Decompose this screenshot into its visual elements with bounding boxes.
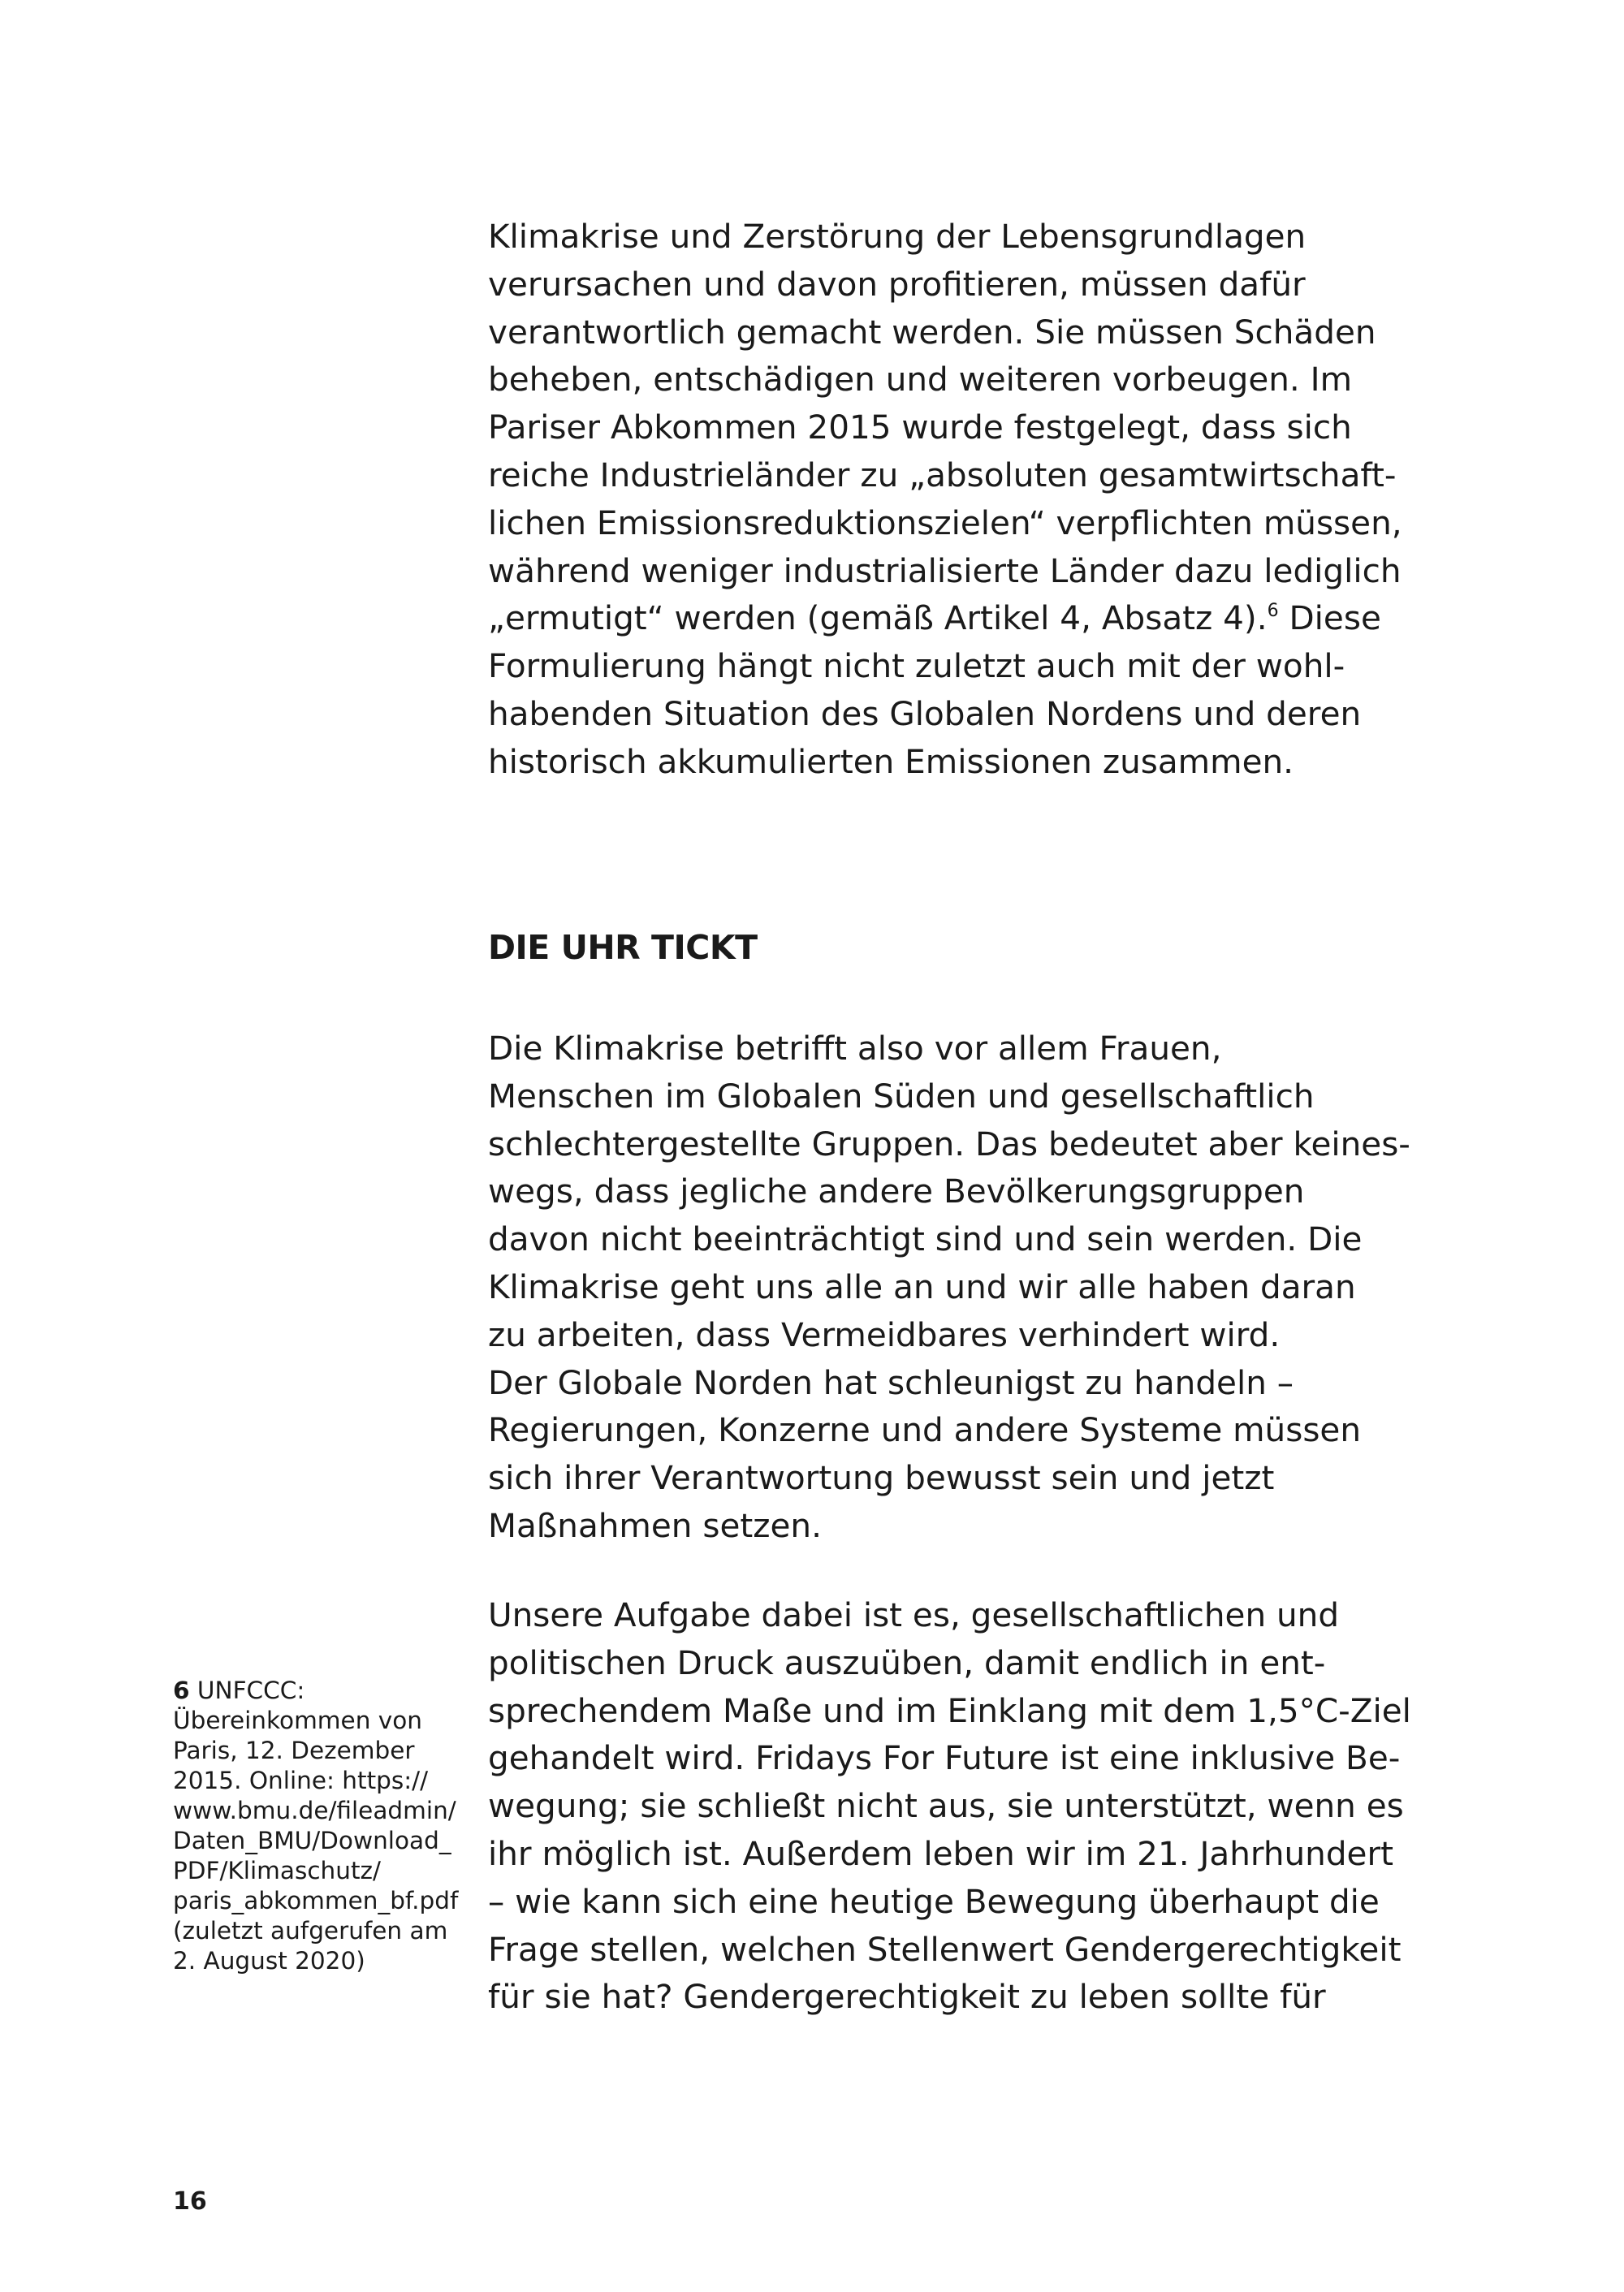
text-line: Klimakrise geht uns alle an und wir alle haben daran [488, 1267, 1356, 1306]
text-line: ihr möglich ist. Außerdem leben wir im 21. Jahrhundert [488, 1833, 1393, 1873]
text-line: Der Globale Norden hat schleunigst zu handeln – [488, 1362, 1294, 1402]
text-line: Regierungen, Konzerne und andere Systeme müssen [488, 1410, 1362, 1450]
text-line: politischen Druck auszuüben, damit endlich in ent- [488, 1642, 1326, 1682]
footnote-line: (zuletzt aufgerufen am [173, 1917, 448, 1945]
paragraph-3 [488, 1591, 1422, 2021]
footnote-url-line[interactable]: paris_abkommen_bf.pdf [173, 1887, 459, 1914]
paragraph-3-text [488, 1591, 1422, 2021]
text-line: Maßnahmen setzen. [488, 1505, 822, 1545]
page-number: 16 [173, 2187, 207, 2216]
footnote-url-line[interactable]: Daten_BMU/Download_ [173, 1827, 451, 1854]
text-line: zu arbeiten, dass Vermeidbares verhindert wird. [488, 1314, 1281, 1354]
text-line: Klimakrise und Zerstörung der Lebensgrundlagen [488, 217, 1307, 256]
footnote-url-line[interactable]: 2015. Online: https:// [173, 1767, 429, 1794]
footnote-line: Paris, 12. Dezember [173, 1737, 415, 1764]
text-line: Menschen im Globalen Süden und gesellschaftlich [488, 1076, 1315, 1116]
text-line: sich ihrer Verantwortung bewusst sein und jetzt [488, 1458, 1275, 1498]
text-line: habenden Situation des Globalen Nordens und deren [488, 693, 1362, 733]
paragraph-2 [488, 1025, 1422, 1550]
text-line: Formulierung hängt nicht zuletzt auch mit der wohl- [488, 646, 1345, 686]
text-line: reiche Industrieländer zu „absoluten gesamtwirtschaft- [488, 455, 1397, 494]
text-line: Frage stellen, welchen Stellenwert Gendergerechtigkeit [488, 1929, 1402, 1969]
footnote-reference[interactable]: 6 [1267, 601, 1279, 622]
footnote-url-line[interactable]: www.bmu.de/fileadmin/ [173, 1797, 456, 1824]
footnote-url-line[interactable]: PDF/Klimaschutz/ [173, 1857, 381, 1884]
footnote [173, 1676, 465, 1976]
text-line: verantwortlich gemacht werden. Sie müssen Schäden [488, 312, 1376, 352]
text-line: – wie kann sich eine heutige Bewegung überhaupt die [488, 1881, 1380, 1921]
paragraph-1-text [488, 213, 1422, 786]
text-line: Pariser Abkommen 2015 wurde festgelegt, dass sich [488, 408, 1352, 447]
text-line: wegs, dass jegliche andere Bevölkerungsgruppen [488, 1172, 1305, 1211]
text-line: gehandelt wird. Fridays For Future ist eine inklusive Be- [488, 1738, 1401, 1778]
footnote-line: 2. August 2020) [173, 1947, 365, 1975]
paragraph-2-text [488, 1025, 1422, 1550]
text-segment: „ermutigt“ werden (gemäß Artikel 4, Absatz 4). [488, 598, 1268, 638]
footnote-first-line [173, 1676, 465, 1706]
text-segment: Diese [1278, 598, 1381, 638]
text-line: Unsere Aufgabe dabei ist es, gesellschaftlichen und [488, 1595, 1340, 1634]
text-line: schlechtergestellte Gruppen. Das bedeutet aber keines- [488, 1124, 1410, 1163]
text-line-with-footnote [488, 594, 1422, 642]
footnote-source: UNFCCC: [189, 1677, 305, 1704]
text-line: beheben, entschädigen und weiteren vorbeugen. Im [488, 360, 1353, 399]
footnote-line: Übereinkommen von [173, 1707, 422, 1734]
text-line: für sie hat? Gendergerechtigkeit zu leben sollte für [488, 1977, 1326, 2017]
text-line: lichen Emissionsreduktionszielen“ verpflichten müssen, [488, 503, 1402, 542]
text-line: während weniger industrialisierte Länder dazu lediglich [488, 550, 1402, 590]
text-line: sprechendem Maße und im Einklang mit dem 1,5°C-Ziel [488, 1690, 1411, 1730]
text-line: verursachen und davon profitieren, müssen dafür [488, 264, 1306, 304]
text-line: davon nicht beeinträchtigt sind und sein werden. Die [488, 1219, 1363, 1259]
section-heading: DIE UHR TICKT [488, 928, 758, 967]
footnote-number: 6 [173, 1677, 190, 1704]
text-line: wegung; sie schließt nicht aus, sie unterstützt, wenn es [488, 1786, 1404, 1826]
text-line: historisch akkumulierten Emissionen zusammen. [488, 741, 1294, 781]
text-line: Die Klimakrise betrifft also vor allem Frauen, [488, 1029, 1222, 1068]
paragraph-1 [488, 213, 1422, 786]
